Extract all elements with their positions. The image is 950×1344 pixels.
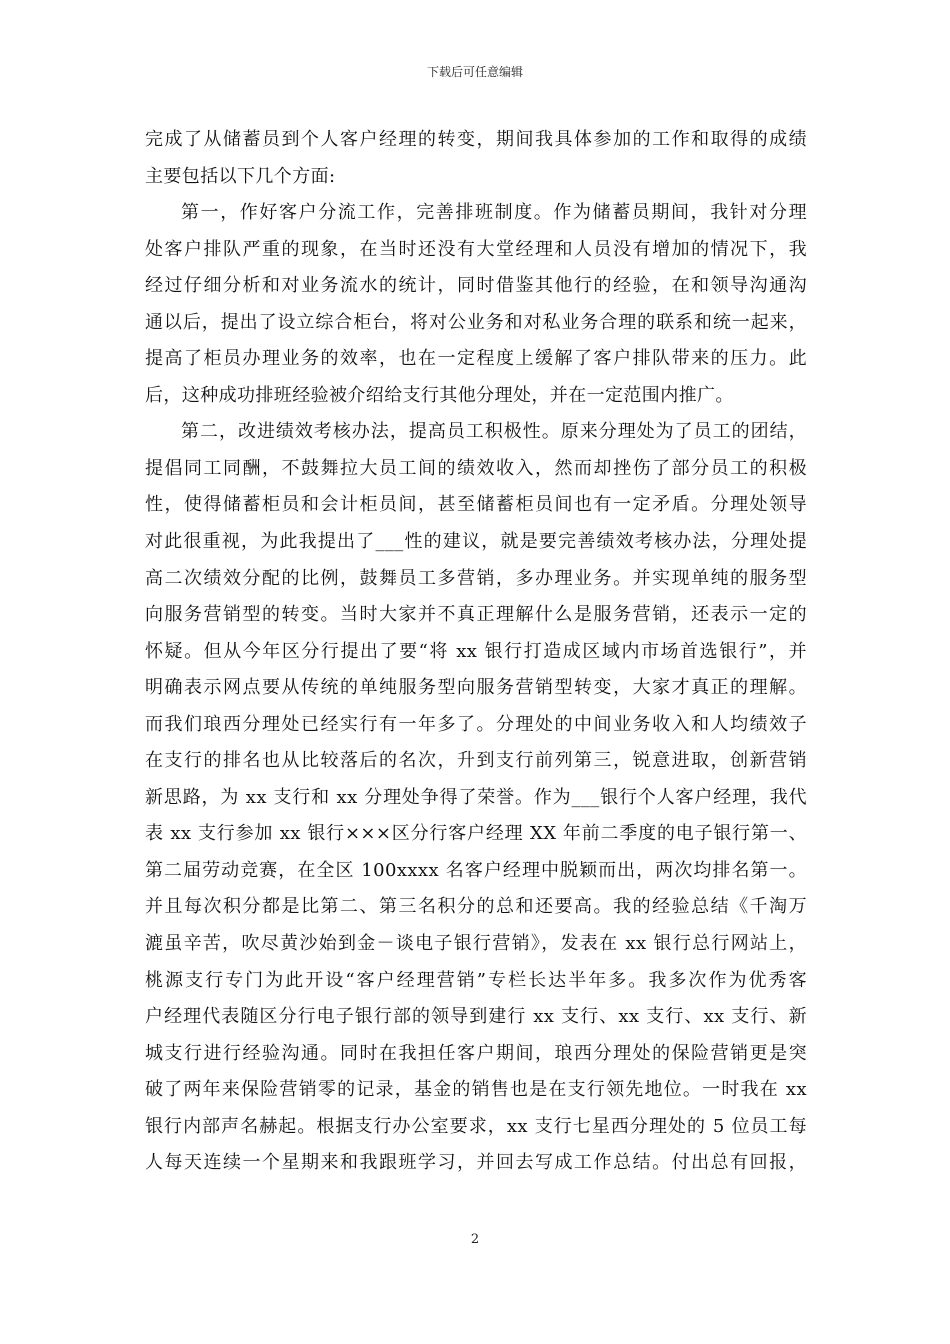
text-line: 在支行的排名也从比较落后的名次，升到支行前列第三，锐意进取，创新营销 [145, 750, 807, 772]
text-line: 银行内部声名赫起。根据支行办公室要求，xx 支行七星西分理处的 5 位员工每 [145, 1115, 807, 1137]
text-line: 性，使得储蓄柜员和会计柜员间，甚至储蓄柜员间也有一定矛盾。分理处领导 [145, 494, 807, 516]
text-line: 通以后，提出了设立综合柜台，将对公业务和对私业务合理的联系和统一起来， [145, 311, 807, 333]
page-header: 下载后可任意编辑 [426, 65, 523, 79]
text-line: 完成了从储蓄员到个人客户经理的转变，期间我具体参加的工作和取得的成绩 [145, 129, 807, 150]
text-line: 高二次绩效分配的比例，鼓舞员工多营销，多办理业务。并实现单纯的服务型 [145, 567, 807, 589]
text-line: 明确表示网点要从传统的单纯服务型向服务营销型转变，大家才真正的理解。 [145, 677, 807, 699]
text-line: 怀疑。但从今年区分行提出了要“将 xx 银行打造成区域内市场首选银行”，并 [145, 640, 807, 662]
text-line: 向服务营销型的转变。当时大家并不真正理解什么是服务营销，还表示一定的 [145, 604, 807, 626]
text-line: 处客户排队严重的现象，在当时还没有大堂经理和人员没有增加的情况下，我 [145, 238, 807, 260]
text-line: 人每天连续一个星期来和我跟班学习，并回去写成工作总结。付出总有回报， [145, 1152, 807, 1174]
text-line: 第二，改进绩效考核办法，提高员工积极性。原来分理处为了员工的团结， [181, 421, 807, 443]
text-line: 对此很重视，为此我提出了___性的建议，就是要完善绩效考核办法，分理处提 [145, 531, 807, 553]
page-number: 2 [470, 1232, 480, 1247]
text-line: 新思路，为 xx 支行和 xx 分理处争得了荣誉。作为___银行个人客户经理，我代 [145, 786, 807, 808]
text-line: 提高了柜员办理业务的效率，也在一定程度上缓解了客户排队带来的压力。此 [145, 348, 807, 370]
text-line: 第一，作好客户分流工作，完善排班制度。作为储蓄员期间，我针对分理 [181, 202, 807, 224]
text-line: 主要包括以下几个方面: [145, 165, 336, 187]
text-line: 经过仔细分析和对业务流水的统计，同时借鉴其他行的经验，在和领导沟通沟 [145, 275, 807, 297]
text-line: 而我们琅西分理处已经实行有一年多了。分理处的中间业务收入和人均绩效子 [145, 713, 807, 735]
text-line: 破了两年来保险营销零的记录，基金的销售也是在支行领先地位。一时我在 xx [145, 1079, 807, 1101]
text-line: 漉虽辛苦，吹尽黄沙始到金－谈电子银行营销》，发表在 xx 银行总行网站上， [145, 933, 807, 955]
text-line: 第二届劳动竞赛，在全区 100xxxx 名客户经理中脱颖而出，两次均排名第一。 [145, 859, 807, 881]
document-body [145, 122, 807, 1182]
text-line: 并且每次积分都是比第二、第三名积分的总和还要高。我的经验总结《千淘万 [145, 896, 807, 918]
text-line: 表 xx 支行参加 xx 银行×××区分行客户经理 XX 年前二季度的电子银行第一、 [145, 823, 807, 845]
text-line: 提倡同工同酬，不鼓舞拉大员工间的绩效收入，然而却挫伤了部分员工的积极 [145, 457, 807, 479]
text-line: 后，这种成功排班经验被介绍给支行其他分理处，并在一定范围内推广。 [145, 384, 734, 406]
text-line: 户经理代表随区分行电子银行部的领导到建行 xx 支行、xx 支行、xx 支行、新 [145, 1006, 807, 1028]
text-line: 桃源支行专门为此开设“客户经理营销”专栏长达半年多。我多次作为优秀客 [145, 969, 807, 991]
text-line: 城支行进行经验沟通。同时在我担任客户期间，琅西分理处的保险营销更是突 [145, 1042, 807, 1064]
